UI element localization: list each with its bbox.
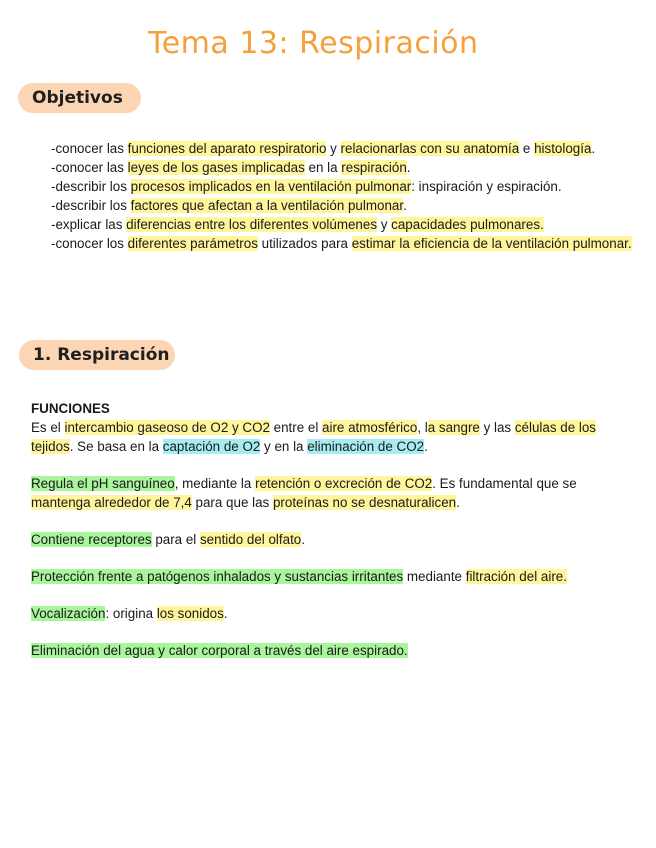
objective-item [31, 234, 637, 253]
highlighted-text: diferencias entre los diferentes volúmenes [126, 217, 378, 232]
text-run: . [424, 439, 428, 454]
text-run: . [591, 141, 596, 156]
text-run: y [377, 217, 392, 232]
text-run: -describir los [51, 198, 131, 213]
text-run: -conocer los [51, 236, 128, 251]
text-run: . [456, 495, 460, 510]
text-run: Es el [31, 420, 65, 435]
text-run: utilizados para [257, 236, 352, 251]
function-paragraph [31, 399, 627, 456]
text-run: -describir los [51, 179, 131, 194]
highlighted-text: Eliminación del agua y calor corporal a través del aire espirado. [31, 643, 408, 658]
text-run: -explicar las [51, 217, 127, 232]
text-run: y las [479, 420, 515, 435]
text-run: para el [151, 532, 200, 547]
text-run: : inspiración y espiración. [411, 179, 562, 194]
highlighted-text: eliminación de CO2 [307, 439, 425, 454]
objectives-list [31, 139, 637, 253]
text-run: : origina [105, 606, 157, 621]
highlighted-text: Vocalización [31, 606, 106, 621]
highlighted-text: leyes de los gases implicadas [127, 160, 305, 175]
highlighted-text: células de los tejidos [31, 420, 596, 454]
section-label-respiracion: 1. Respiración [19, 340, 175, 370]
text-run: e [519, 141, 535, 156]
functions-section [31, 399, 627, 678]
highlighted-text: diferentes parámetros [127, 236, 258, 251]
text-run: -conocer las [51, 141, 128, 156]
function-paragraph [31, 641, 627, 660]
highlighted-text: histología [534, 141, 592, 156]
text-run: . Es fundamental que se [432, 476, 577, 491]
function-paragraph [31, 474, 627, 512]
objective-item [31, 177, 637, 196]
text-run: , mediante la [174, 476, 256, 491]
section-label-objetivos: Objetivos [18, 83, 141, 113]
highlighted-text: proteínas no se desnaturalicen [272, 495, 457, 510]
objective-item [31, 196, 637, 215]
text-run: y en la [260, 439, 308, 454]
text-run: mediante [403, 569, 466, 584]
page-title: Tema 13: Respiración [148, 26, 479, 61]
objective-item [31, 139, 637, 158]
funciones-heading: FUNCIONES [31, 401, 110, 416]
highlighted-text: a sangre [427, 420, 480, 435]
highlighted-text: aire atmosférico [322, 420, 418, 435]
objective-item [31, 215, 637, 234]
text-run: , l [417, 420, 428, 435]
highlighted-text: Regula el pH sanguíneo [31, 476, 175, 491]
text-run: entre el [269, 420, 323, 435]
highlighted-text: filtración del aire. [465, 569, 567, 584]
text-run: . [301, 532, 305, 547]
objective-item [31, 158, 637, 177]
highlighted-text: relacionarlas con su anatomía [340, 141, 520, 156]
highlighted-text: intercambio gaseoso de O2 y CO2 [64, 420, 270, 435]
text-run: . [223, 606, 228, 621]
highlighted-text: Contiene receptores [31, 532, 152, 547]
text-run: . [406, 160, 411, 175]
highlighted-text: funciones del aparato respiratorio [127, 141, 327, 156]
highlighted-text: los sonidos [156, 606, 224, 621]
text-run: . [403, 198, 407, 213]
text-run: y [326, 141, 341, 156]
highlighted-text: procesos implicados en la ventilación pulmonar [130, 179, 412, 194]
highlighted-text: mantenga alrededor de 7,4 [31, 495, 192, 510]
highlighted-text: Protección frente a patógenos inhalados y sustancias irritantes [31, 569, 404, 584]
text-run: en la [304, 160, 342, 175]
highlighted-text: sentido del olfato [199, 532, 302, 547]
text-run: -conocer las [51, 160, 128, 175]
highlighted-text: capacidades pulmonares. [391, 217, 544, 232]
text-run: para que las [191, 495, 273, 510]
highlighted-text: respiración [341, 160, 407, 175]
function-paragraph [31, 567, 627, 586]
highlighted-text: factores que afectan a la ventilación pulmonar [130, 198, 404, 213]
function-paragraph [31, 530, 627, 549]
highlighted-text: captación de O2 [162, 439, 261, 454]
highlighted-text: estimar la eficiencia de la ventilación pulmonar. [351, 236, 632, 251]
text-run: . Se basa en la [69, 439, 163, 454]
function-paragraph [31, 604, 627, 623]
highlighted-text: retención o excreción de CO2 [255, 476, 433, 491]
